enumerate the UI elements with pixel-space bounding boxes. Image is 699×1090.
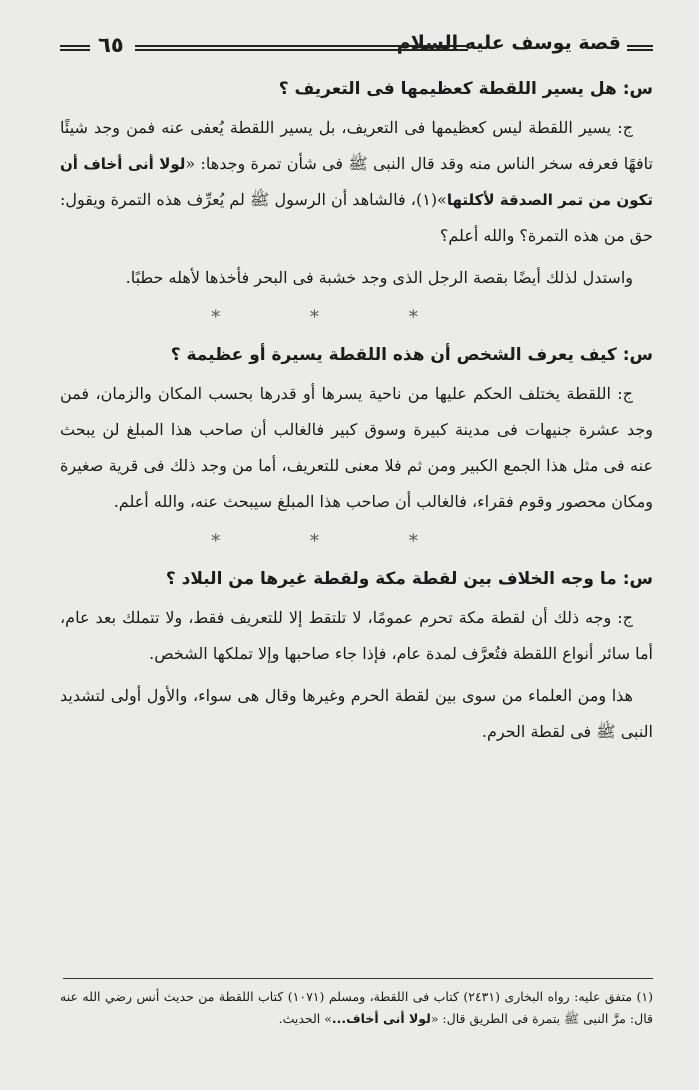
answer-paragraph-2: واستدل لذلك أيضًا بقصة الرجل الذى وجد خشبة فى البحر فأخذها لأهله حطبًا.: [125, 268, 633, 287]
page-number: ٦٥: [98, 33, 124, 57]
answer-paragraph-1: [60, 110, 653, 254]
answer-paragraph-5: هذا ومن العلماء من سوى بين لقطة الحرم وغيرها وقال هى سواء، والأول أولى لتشديد النبى ﷺ فى لقطة الحرم.: [60, 686, 653, 741]
answer-paragraph-3: ج: اللقطة يختلف الحكم عليها من ناحية يسرها أو قدرها بحسب المكان والزمان، فمن وجد عشرة جنيهات فى مدينة كبيرة وسوق كبير فالغالب أن صاحب هذا المبلغ لن يبحث عنه فى مثل هذا الجمع الكبير ومن ثم فلا معنى للتعريف، أما من وجد ذلك فى قرية صغيرة ومكان محصور وقوم فقراء، فالغالب أن صاحب هذا المبلغ سيبحث عنه، والله أعلم.: [60, 384, 653, 511]
question-heading-1: س: هل يسير اللقطة كعظيمها فى التعريف ؟: [278, 79, 653, 99]
footnote-text-a: (١) متفق عليه: رواه البخارى (٢٤٣١) كتاب فى اللقطة، ومسلم (١٠٧١) كتاب اللقطة من حديث أنس رضي الله عنه قال: مرَّ النبى ﷺ بتمرة فى الطريق قال: «: [60, 989, 653, 1026]
footnote-quote: لولا أنى أخاف...: [331, 1011, 431, 1026]
header-rule-middle: [135, 45, 468, 51]
answer-1-text-b: »(١)، فالشاهد أن الرسول ﷺ لم يُعرِّف هذه التمرة ويقول: حق من هذه التمرة؟ والله أعلم؟: [60, 190, 653, 245]
section-divider-1: * * *: [211, 307, 460, 328]
hadith-quote: لولا أنى أخاف أن تكون من تمر الصدقة لأكلتها: [60, 155, 653, 209]
footnote-rule: [63, 978, 653, 979]
running-title: قصة يوسف عليه السلام: [396, 32, 621, 54]
answer-1-text-a: ج: يسير اللقطة ليس كعظيمها فى التعريف، بل يسير اللقطة يُعفى عنه فمن وجد شيئًا تافهًا فعرفه سخر الناس منه وقد قال النبى ﷺ فى شأن تمرة وجدها: «: [60, 118, 653, 173]
header-rule-left: [60, 45, 90, 51]
page-header: [60, 32, 653, 66]
header-rule-right: [627, 45, 653, 51]
footnote-text-b: » الحديث.: [278, 1011, 332, 1026]
question-heading-2: س: كيف يعرف الشخص أن هذه اللقطة يسيرة أو عظيمة ؟: [170, 345, 653, 365]
page-body: [60, 76, 653, 756]
section-divider-2: * * *: [211, 531, 460, 552]
answer-paragraph-4: ج: وجه ذلك أن لقطة مكة تحرم عمومًا، لا تلتقط إلا للتعريف فقط، ولا تتملك بعد عام، أما سائر أنواع اللقطة فتُعرَّف لمدة عام، فإذا جاء صاحبها وإلا تملكها الشخص.: [60, 608, 653, 663]
footnote: [60, 986, 653, 1030]
question-heading-3: س: ما وجه الخلاف بين لقطة مكة ولقطة غيرها من البلاد ؟: [165, 569, 653, 589]
